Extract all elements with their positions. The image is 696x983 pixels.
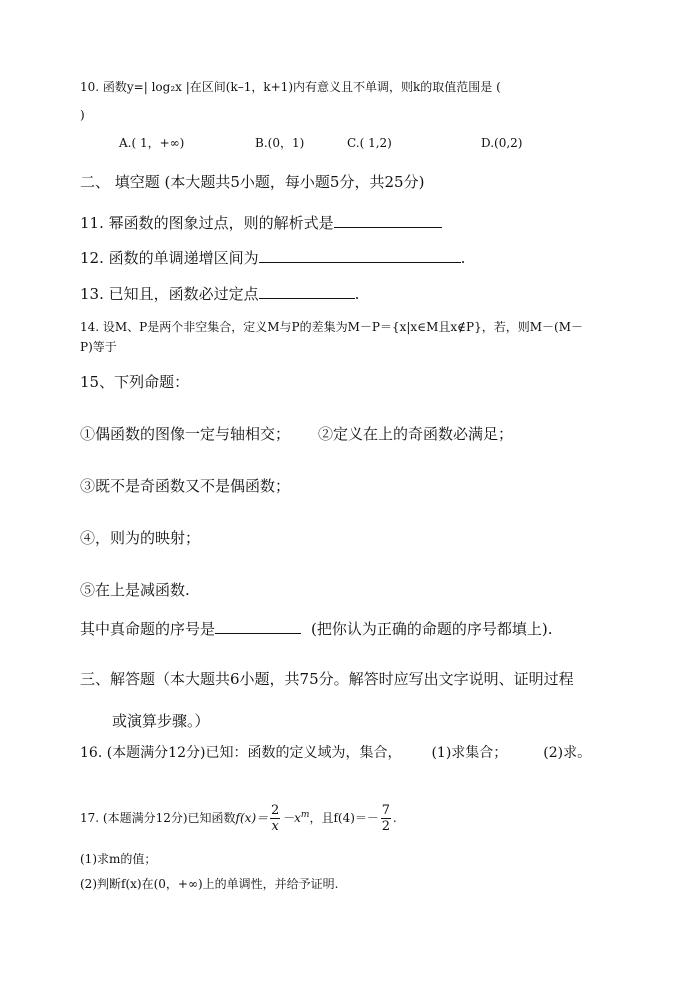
option-d: D.(0,2) xyxy=(481,136,523,150)
option-c: C.( 1,2) xyxy=(347,136,392,150)
question-13: 13. 已知且，函数必过定点 . xyxy=(80,285,360,303)
question-11: 11. 幂函数的图象过点，则的解析式是 xyxy=(80,214,442,232)
answer-blank[interactable] xyxy=(334,226,442,228)
question-15-items-row1 xyxy=(80,425,513,443)
question-10-options xyxy=(119,136,522,150)
question-15-answer: 其中真命题的序号是 (把你认为正确的命题的序号都填上). xyxy=(80,620,553,638)
question-17-part-2: (2)判断f(x)在(0，+∞)上的单调性，并给予证明. xyxy=(80,877,339,891)
question-15-title: 15、下列命题： xyxy=(80,373,190,391)
answer-blank[interactable] xyxy=(215,632,301,634)
question-10 xyxy=(80,80,501,94)
statement-1: ①偶函数的图像一定与轴相交； xyxy=(80,425,291,443)
question-17-part-1: (1)求m的值； xyxy=(80,852,157,866)
fraction: $\frac{2}{x}$ xyxy=(270,803,280,834)
section-3-heading-continuation: 或演算步骤。） xyxy=(112,712,210,730)
section-2-heading: 二、 填空题 (本大题共5小题，每小题5分，共25分) xyxy=(80,173,425,191)
fraction: $\frac{7}{2}$ xyxy=(381,803,391,834)
statement-3: ③既不是奇函数又不是偶函数； xyxy=(80,477,291,495)
question-16-part-1: (1)求集合； xyxy=(431,745,508,761)
statement-2: ②定义在上的奇函数必满足； xyxy=(318,425,514,443)
question-14: 14. 设M、P是两个非空集合，定义M与P的差集为M－P＝{x|x∈M且x∉P}，若，则M－(M－ xyxy=(80,320,583,334)
answer-blank[interactable] xyxy=(259,297,355,299)
question-16-part-2: (2)求。 xyxy=(543,745,592,761)
statement-5: ⑤在上是减函数. xyxy=(80,581,190,599)
question-16: 16. (本题满分12分)已知：函数的定义域为，集合， (1)求集合； (2)求。 xyxy=(80,745,592,761)
question-14-continuation: P)等于 xyxy=(80,340,117,354)
option-b: B.(0，1) xyxy=(255,136,305,150)
question-17: 17. (本题满分12分)已知函数f(x)＝ $\frac{2}{x}$ $-x^m$，且f(4)＝－ $\frac{7}{2}$ . xyxy=(80,803,397,834)
statement-4: ④，则为的映射； xyxy=(80,529,201,547)
section-3-heading: 三、解答题（本大题共6小题，共75分。解答时应写出文字说明、证明过程 xyxy=(80,670,574,688)
question-12: 12. 函数的单调递增区间为 . xyxy=(80,249,466,267)
answer-blank[interactable] xyxy=(259,261,461,263)
option-a: A.( 1，+∞) xyxy=(119,136,185,150)
question-10-continuation: ) xyxy=(80,108,85,122)
question-10-text: 10. 函数y=| log₂x |在区间(k–1，k+1)内有意义且不单调，则k的取值范围是 ( xyxy=(80,80,501,94)
